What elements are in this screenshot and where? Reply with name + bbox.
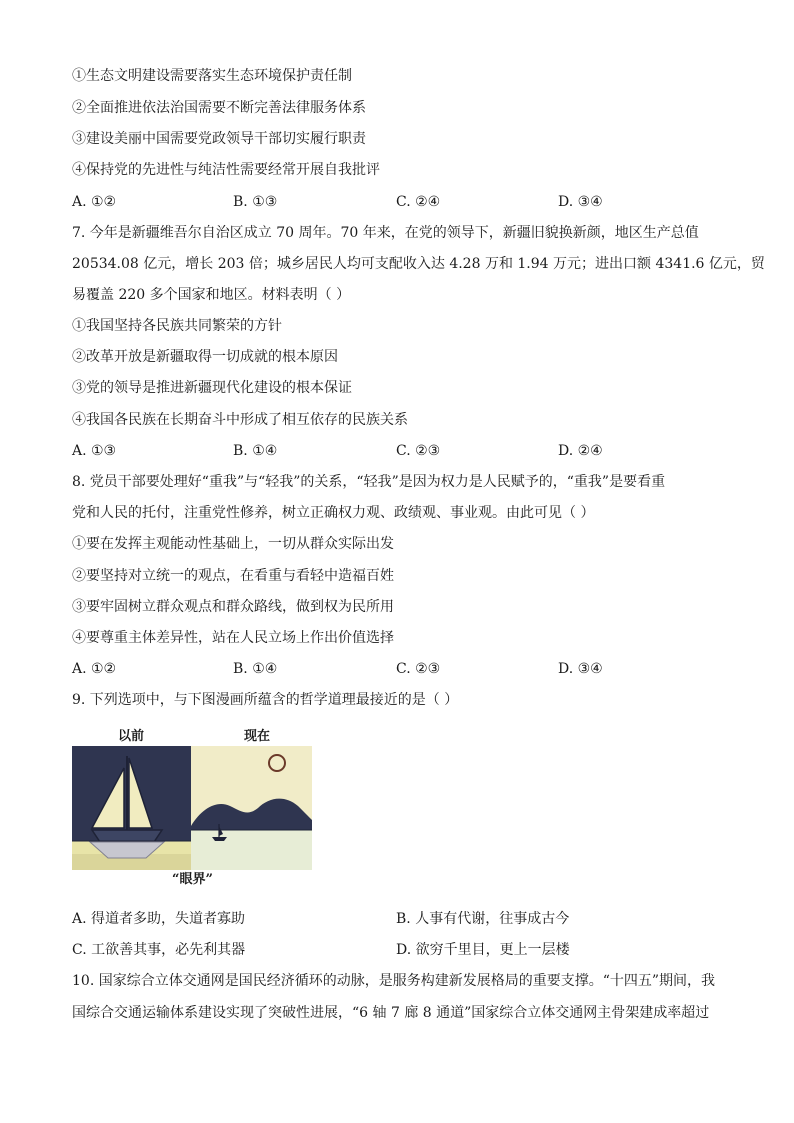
q8-item-1: ①要在发挥主观能动性基础上，一切从群众实际出发 [72, 536, 394, 552]
q6-option-c: C. ②④ [396, 194, 441, 210]
comic-caption: “眼界” [172, 872, 213, 887]
q7-item-1: ①我国坚持各民族共同繁荣的方针 [72, 318, 282, 334]
q6-option-b: B. ①③ [233, 194, 278, 210]
q8-item-2: ②要坚持对立统一的观点，在看重与看轻中造福百姓 [72, 568, 394, 584]
q8-option-a: A. ①② [72, 661, 117, 677]
comic-illustration [72, 746, 312, 870]
q6-option-d: D. ③④ [558, 194, 603, 210]
q10-stem-line-2: 国综合交通运输体系建设实现了突破性进展，“6 轴 7 廊 8 通道”国家综合立体交通网主骨架建成率超过 [72, 1005, 710, 1021]
q8-option-c: C. ②③ [396, 661, 441, 677]
comic-panel-before [72, 746, 191, 870]
q9-stem: 9. 下列选项中，与下图漫画所蕴含的哲学道理最接近的是（ ） [72, 692, 459, 708]
q7-option-d: D. ②④ [558, 443, 603, 459]
q6-item-4: ④保持党的先进性与纯洁性需要经常开展自我批评 [72, 162, 380, 178]
q6-item-2: ②全面推进依法治国需要不断完善法律服务体系 [72, 100, 366, 116]
q8-stem-line-2: 党和人民的托付，注重党性修养，树立正确权力观、政绩观、事业观。由此可见（ ） [72, 505, 595, 521]
q6-item-3: ③建设美丽中国需要党政领导干部切实履行职责 [72, 131, 366, 147]
q7-item-3: ③党的领导是推进新疆现代化建设的根本保证 [72, 380, 352, 396]
q7-option-a: A. ①③ [72, 443, 117, 459]
q7-option-c: C. ②③ [396, 443, 441, 459]
q8-stem-line-1: 8. 党员干部要处理好“重我”与“轻我”的关系，“轻我”是因为权力是人民赋予的，“重我”是要看重 [72, 474, 666, 490]
q7-stem-line-2: 20534.08 亿元，增长 203 倍；城乡居民人均可支配收入达 4.28 万和 1.94 万元；进出口额 4341.6 亿元，贸 [72, 256, 765, 272]
q7-option-b: B. ①④ [233, 443, 278, 459]
comic-label-now: 现在 [244, 729, 271, 744]
q8-option-d: D. ③④ [558, 661, 603, 677]
q7-item-2: ②改革开放是新疆取得一切成就的根本原因 [72, 349, 338, 365]
q8-item-3: ③要牢固树立群众观点和群众路线，做到权为民所用 [72, 599, 394, 615]
q9-option-c: C. 工欲善其事，必先利其器 [72, 942, 246, 958]
q7-item-4: ④我国各民族在长期奋斗中形成了相互依存的民族关系 [72, 412, 408, 428]
q10-stem-line-1: 10. 国家综合立体交通网是国民经济循环的动脉，是服务构建新发展格局的重要支撑。“十四五”期间，我 [72, 973, 716, 989]
q7-stem-line-1: 7. 今年是新疆维吾尔自治区成立 70 周年。70 年来，在党的领导下，新疆旧貌换新颜，地区生产总值 [72, 225, 699, 241]
q6-option-a: A. ①② [72, 194, 117, 210]
q9-option-a: A. 得道者多助，失道者寡助 [72, 911, 246, 927]
q9-option-d: D. 欲穷千里目，更上一层楼 [396, 942, 570, 958]
q7-stem-line-3: 易覆盖 220 多个国家和地区。材料表明（ ） [72, 287, 351, 303]
comic-label-before: 以前 [118, 729, 145, 744]
q9-option-b: B. 人事有代谢，往事成古今 [396, 911, 570, 927]
comic-panel-now [191, 746, 312, 870]
q8-option-b: B. ①④ [233, 661, 278, 677]
q8-item-4: ④要尊重主体差异性，站在人民立场上作出价值选择 [72, 630, 394, 646]
q6-item-1: ①生态文明建设需要落实生态环境保护责任制 [72, 68, 352, 84]
